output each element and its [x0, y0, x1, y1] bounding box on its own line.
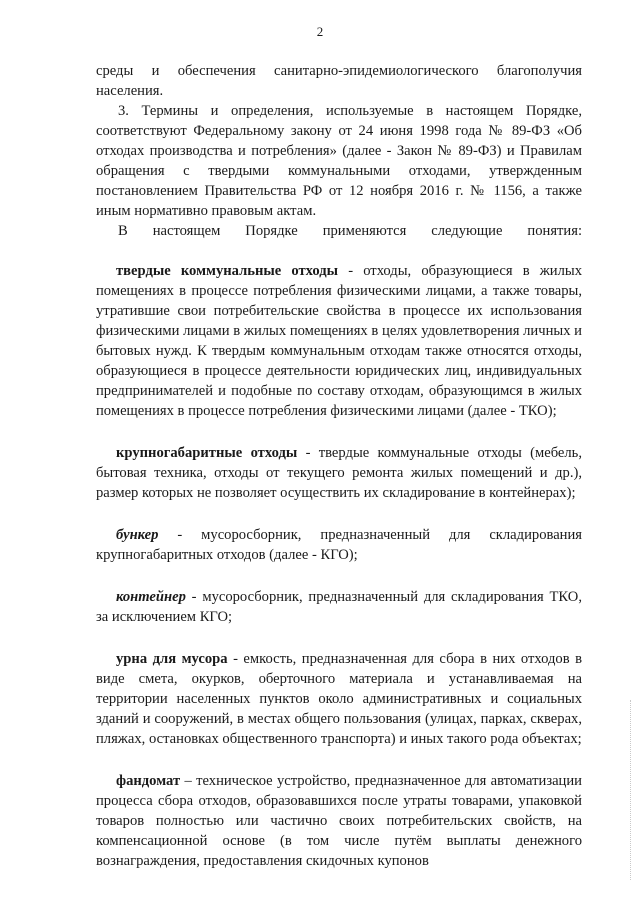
page-number: 2 [316, 24, 324, 39]
definition-text: – техническое устройство, предназначенное для автоматизации процесса сбора отходов, образовавшихся после утраты товарами, упаковкой товаров полностью или частично своих потребительских свойств, на компенсационной основе (в том числе путём выплаты денежного вознаграждения, предоставления скидочных купонов [96, 773, 582, 869]
definition-term: фандомат [116, 773, 181, 789]
definition-term: урна для мусора [116, 651, 228, 667]
document-body [96, 61, 582, 871]
definition-text: - мусоросборник, предназначенный для складирования ТКО, за исключением КГО; [96, 589, 582, 625]
definition-term: бункер [116, 527, 159, 543]
definition-text: - емкость, предназначенная для сбора в них отходов в виде смета, окурков, оберточного материала и устанавливаемая на территории населенных пунктов около административных и социальных зданий и сооружений, в местах общего пользования (улицах, парках, скверах, пляжах, остановках общественного транспорта) и иных такого рода объектах; [96, 651, 582, 747]
definition-container [96, 587, 582, 627]
paragraph-concepts-lead: В настоящем Порядке применяются следующие понятия: [118, 223, 582, 239]
definition-bunker [96, 525, 582, 565]
definition-text: - твердые коммунальные отходы (мебель, бытовая техника, отходы от текущего ремонта жилых помещений и др.), размер которых не позволяет осуществить их складирование в контейнерах); [96, 445, 582, 501]
definition-term: твердые коммунальные отходы [116, 263, 339, 279]
definition-tko [96, 261, 582, 421]
paragraph-continuation: среды и обеспечения санитарно-эпидемиологического благополучия населения. [96, 63, 582, 99]
definition-term: контейнер [116, 589, 186, 605]
definition-kgo [96, 443, 582, 503]
definition-trash-bin [96, 649, 582, 749]
definition-text: - мусоросборник, предназначенный для складирования крупногабаритных отходов (далее - КГО); [96, 527, 582, 563]
definition-term: крупногабаритные отходы [116, 445, 298, 461]
paragraph-terms-intro: 3. Термины и определения, используемые в настоящем Порядке, соответствуют Федеральному закону от 24 июня 1998 года № 89-ФЗ «Об отходах производства и потребления» (далее - Закон № 89-ФЗ) и Правилам обращения с твердыми коммунальными отходами, утвержденным постановлением Правительства РФ от 12 ноября 2016 г. № 1156, а также иным нормативно правовым актам. [96, 103, 582, 219]
definition-text: - отходы, образующиеся в жилых помещениях в процессе потребления физическими лицами, а также товары, утратившие свои потребительские свойства в процессе их использования физическими лицами в жилых помещениях в целях удовлетворения личных и бытовых нужд. К твердым коммунальным отходам также относятся отходы, образующиеся в процессе деятельности юридических лиц, индивидуальных предпринимателей и подобные по составу отходам, образующимся в жилых помещениях в процессе потребления физическими лицами (далее - ТКО); [96, 263, 582, 419]
definition-fandomat [96, 771, 582, 871]
scan-edge-mark [630, 700, 634, 880]
